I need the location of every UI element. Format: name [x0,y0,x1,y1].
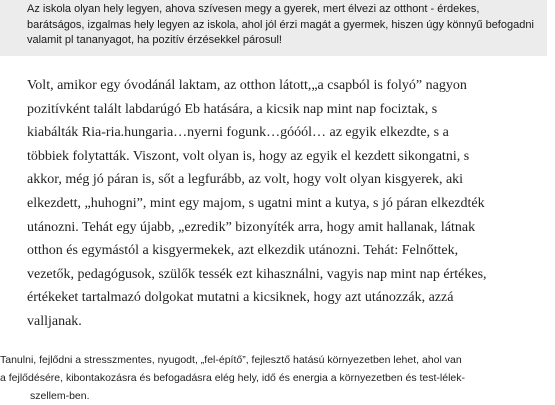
closing-note [0,351,550,405]
paragraph-line: akkor, még jó páran is, sőt a legfurább, az volt, hogy volt olyan kisgyerek, aki [27,172,464,188]
paragraph-line: otthon és egymástól a kisgyermekek, azt elkezdik utánozni. Tehát: Felnőttek, [27,243,459,259]
paragraph-line: Volt, amikor egy óvodánál laktam, az otthon látott,„a csapból is folyó” nagyon [27,78,467,93]
note-line: a fejlődésére, kibontakozásra és befogadásra elég hely, idő és energia a környezetben és test-lélek- [0,372,466,384]
paragraph-line: pozitívként talált labdarúgó Eb hatására, a kicsik nap mint nap fociztak, s [27,101,438,117]
main-paragraph [27,74,547,334]
paragraph-line: többiek folytatták. Viszont, volt olyan is, hogy az egyik el kezdett sikongatni, s [27,148,470,164]
intro-callout-box [0,0,547,56]
paragraph-line: utánozni. Tehát egy újabb, „ezredik” bizonyíték arra, hogy amit hallanak, látnak [27,219,476,235]
note-line: szellem-ben. [30,390,90,402]
callout-line: Az iskola olyan hely legyen, ahova szívesen megy a gyerek, mert élvezi az otthont - érdekes, [27,3,480,15]
callout-line: valamit pl tananyagot, ha pozitív érzésekkel párosul! [27,34,282,46]
note-line: Tanulni, fejlődni a stresszmentes, nyugodt, „fel-építő”, fejlesztő hatású környezetben lehet, ahol van [0,354,462,366]
paragraph-line: vezetők, pedagógusok, szülők tessék ezt kihasználni, vagyis nap mint nap értékes, [27,266,487,282]
paragraph-line: kiabálták Ria-ria.hungaria…nyerni fogunk…góóól… az egyik elkezdte, s a [27,125,449,141]
callout-line: barátságos, izgalmas hely legyen az iskola, ahol jól érzi magát a gyermek, hiszen úgy könnyű befogadni [27,18,534,31]
paragraph-line: értékeket tartalmazó dolgokat mutatni a kicsiknek, hogy azt utánozzák, azzá [27,290,454,306]
paragraph-line: elkezdett, „huhogni”, mint egy majom, s ugatni mint a kutya, s jó páran elkezdték [27,195,485,211]
paragraph-line: valljanak. [27,313,82,329]
